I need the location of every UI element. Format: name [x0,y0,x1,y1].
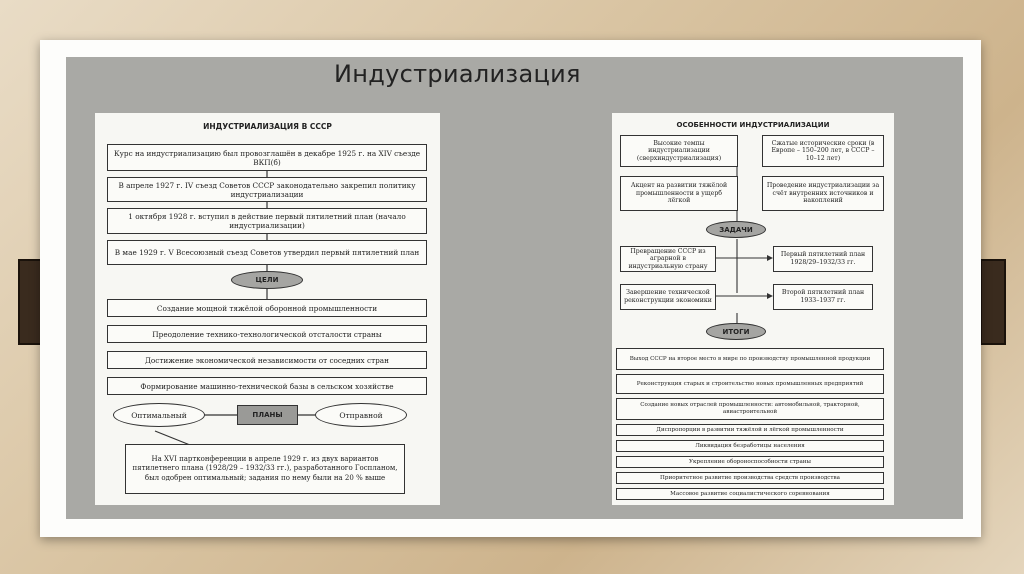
tasks-label: ЗАДАЧИ [706,221,766,238]
plan-box-first-five-year: Первый пятилетний план 1928/29–1932/33 гг. [773,246,873,272]
event-box-1927: В апреле 1927 г. IV съезд Советов СССР законодательно закрепил политику индустриализации [107,177,427,202]
plans-label: ПЛАНЫ [237,405,298,425]
result-box: Приоритетное развитие производства средств производства [616,472,884,484]
results-label: ИТОГИ [706,323,766,340]
goal-box: Преодоление технико-технологической отсталости страны [107,325,427,343]
goal-box: Достижение экономической независимости от соседних стран [107,351,427,369]
result-box: Укрепление обороноспособности страны [616,456,884,468]
goals-label: ЦЕЛИ [231,271,303,289]
feature-box-short-time: Сжатые исторические сроки (в Европе – 150–200 лет, в СССР – 10–12 лет) [762,135,884,167]
event-box-1928: 1 октября 1928 г. вступил в действие первый пятилетний план (начало индустриализации) [107,208,427,234]
plan-base-oval: Отправной [315,403,407,427]
feature-box-internal-sources: Проведение индустриализации за счёт внутренних источников и накоплений [762,176,884,211]
goal-box: Формирование машинно-технической базы в сельском хозяйстве [107,377,427,395]
slide-title: Индустриализация [334,60,581,88]
left-page-header: ИНДУСТРИАЛИЗАЦИЯ В СССР [203,122,332,131]
feature-box-heavy-industry: Акцент на развитии тяжёлой промышленности в ущерб лёгкой [620,176,738,211]
result-box: Массовое развитие социалистического соревнования [616,488,884,500]
goal-box: Создание мощной тяжёлой оборонной промышленности [107,299,427,317]
event-box-1925: Курс на индустриализацию был провозглашён в декабре 1925 г. на XIV съезде ВКП(б) [107,144,427,171]
task-box-reconstruction: Завершение технической реконструкции экономики [620,284,716,310]
result-box: Реконструкция старых и строительство новых промышленных предприятий [616,374,884,394]
right-binder-tab [980,259,1006,345]
result-box: Диспропорции в развитии тяжёлой и лёгкой промышленности [616,424,884,436]
plan-note-box: На XVI партконференции в апреле 1929 г. из двух вариантов пятилетнего плана (1928/29 – 1932/33 гг.), разработанного Госпланом, был одобрен оптимальный; задания по нему были на 20 % выше [125,444,405,494]
event-box-1929: В мае 1929 г. V Всесоюзный съезд Советов утвердил первый пятилетний план [107,240,427,265]
task-box-industrial-country: Превращение СССР из аграрной в индустриальную страну [620,246,716,272]
right-page-header: ОСОБЕННОСТИ ИНДУСТРИАЛИЗАЦИИ [676,121,830,129]
result-box: Создание новых отраслей промышленности: автомобильной, тракторной, авиастроительной [616,398,884,420]
result-box: Ликвидация безработицы населения [616,440,884,452]
result-box: Выход СССР на второе место в мире по производству промышленной продукции [616,348,884,370]
right-scheme-page [612,113,894,505]
left-scheme-page [95,113,440,505]
plan-optimal-oval: Оптимальный [113,403,205,427]
plan-box-second-five-year: Второй пятилетний план 1933–1937 гг. [773,284,873,310]
feature-box-high-pace: Высокие темпы индустриализации (сверхиндустриализация) [620,135,738,167]
